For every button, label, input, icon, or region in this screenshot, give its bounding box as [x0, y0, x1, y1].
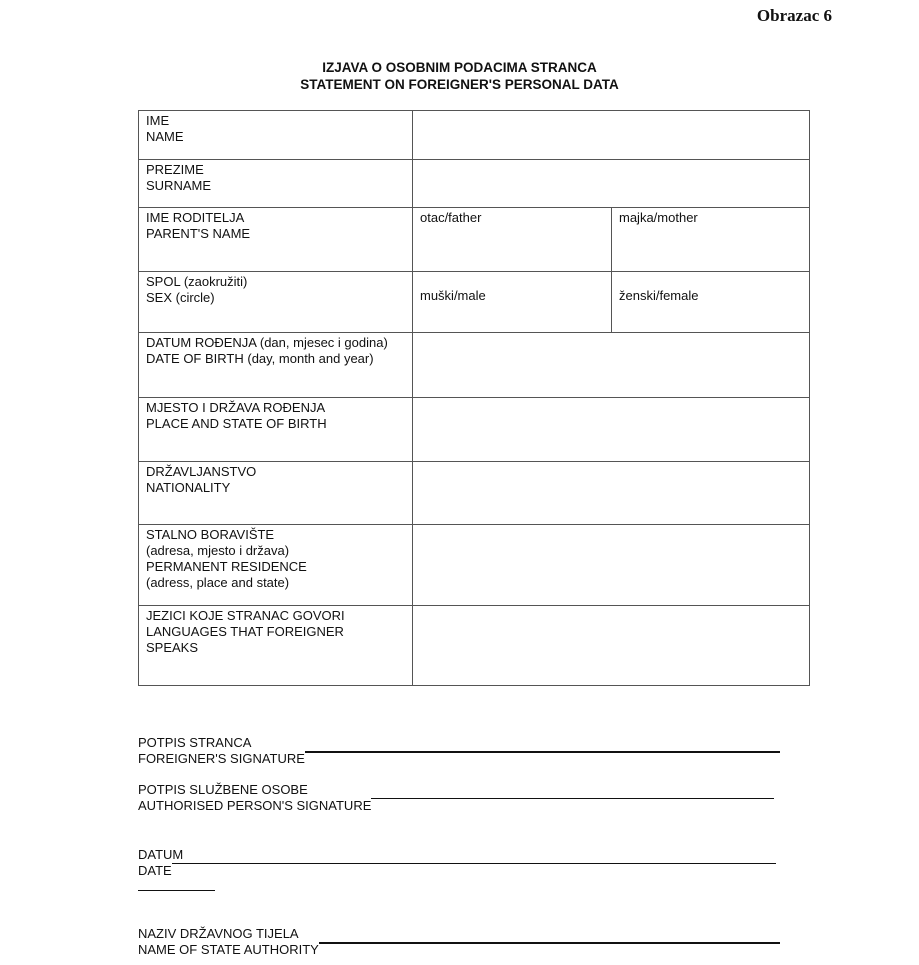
official-signature-label-en: AUTHORISED PERSON'S SIGNATURE	[138, 798, 372, 813]
official-signature-label-hr: POTPIS SLUŽBENE OSOBE	[138, 782, 308, 797]
input-cell[interactable]	[412, 332, 810, 398]
authority-field[interactable]	[138, 942, 780, 958]
row-label: DATUM ROĐENJA (dan, mjesec i godina) DATE OF BIRTH (day, month and year)	[138, 332, 413, 398]
signature-line[interactable]	[305, 751, 780, 753]
authority-label-en: NAME OF STATE AUTHORITY	[138, 942, 319, 957]
authority-line[interactable]	[319, 942, 780, 944]
input-cell[interactable]	[412, 605, 810, 686]
input-cell[interactable]: otac/father	[412, 207, 612, 272]
input-cell[interactable]	[412, 397, 810, 462]
form-number: Obrazac 6	[756, 6, 832, 25]
input-cell[interactable]: majka/mother	[611, 207, 810, 272]
row-label: DRŽAVLJANSTVO NATIONALITY	[138, 461, 413, 525]
foreigner-signature-label-en: FOREIGNER'S SIGNATURE	[138, 751, 305, 766]
input-cell[interactable]	[412, 524, 810, 606]
foreigner-signature-label-hr: POTPIS STRANCA	[138, 735, 252, 750]
input-cell[interactable]	[412, 159, 810, 208]
title-english: STATEMENT ON FOREIGNER'S PERSONAL DATA	[300, 77, 619, 92]
row-label: PREZIME SURNAME	[138, 159, 413, 208]
short-line	[138, 890, 215, 891]
row-label: IME NAME	[138, 110, 413, 160]
row-label: MJESTO I DRŽAVA ROĐENJA PLACE AND STATE OF BIRTH	[138, 397, 413, 462]
date-line[interactable]	[172, 863, 776, 864]
title-croatian: IZJAVA O OSOBNIM PODACIMA STRANCA	[322, 60, 597, 75]
input-cell[interactable]	[412, 110, 810, 160]
signature-line[interactable]	[371, 798, 774, 799]
row-label: SPOL (zaokružiti) SEX (circle)	[138, 271, 413, 333]
official-signature-field[interactable]	[138, 798, 774, 814]
input-cell[interactable]: muški/male	[412, 271, 612, 333]
foreigner-signature-field[interactable]	[138, 751, 780, 767]
date-field[interactable]	[138, 863, 776, 879]
row-label: STALNO BORAVIŠTE (adresa, mjesto i država) PERMANENT RESIDENCE (adress, place and state)	[138, 524, 413, 606]
row-label: JEZICI KOJE STRANAC GOVORI LANGUAGES THAT FOREIGNER SPEAKS	[138, 605, 413, 686]
row-label: IME RODITELJA PARENT'S NAME	[138, 207, 413, 272]
date-label-hr: DATUM	[138, 847, 184, 862]
date-label-en: DATE	[138, 863, 172, 878]
authority-label-hr: NAZIV DRŽAVNOG TIJELA	[138, 926, 299, 941]
input-cell[interactable]: ženski/female	[611, 271, 810, 333]
input-cell[interactable]	[412, 461, 810, 525]
